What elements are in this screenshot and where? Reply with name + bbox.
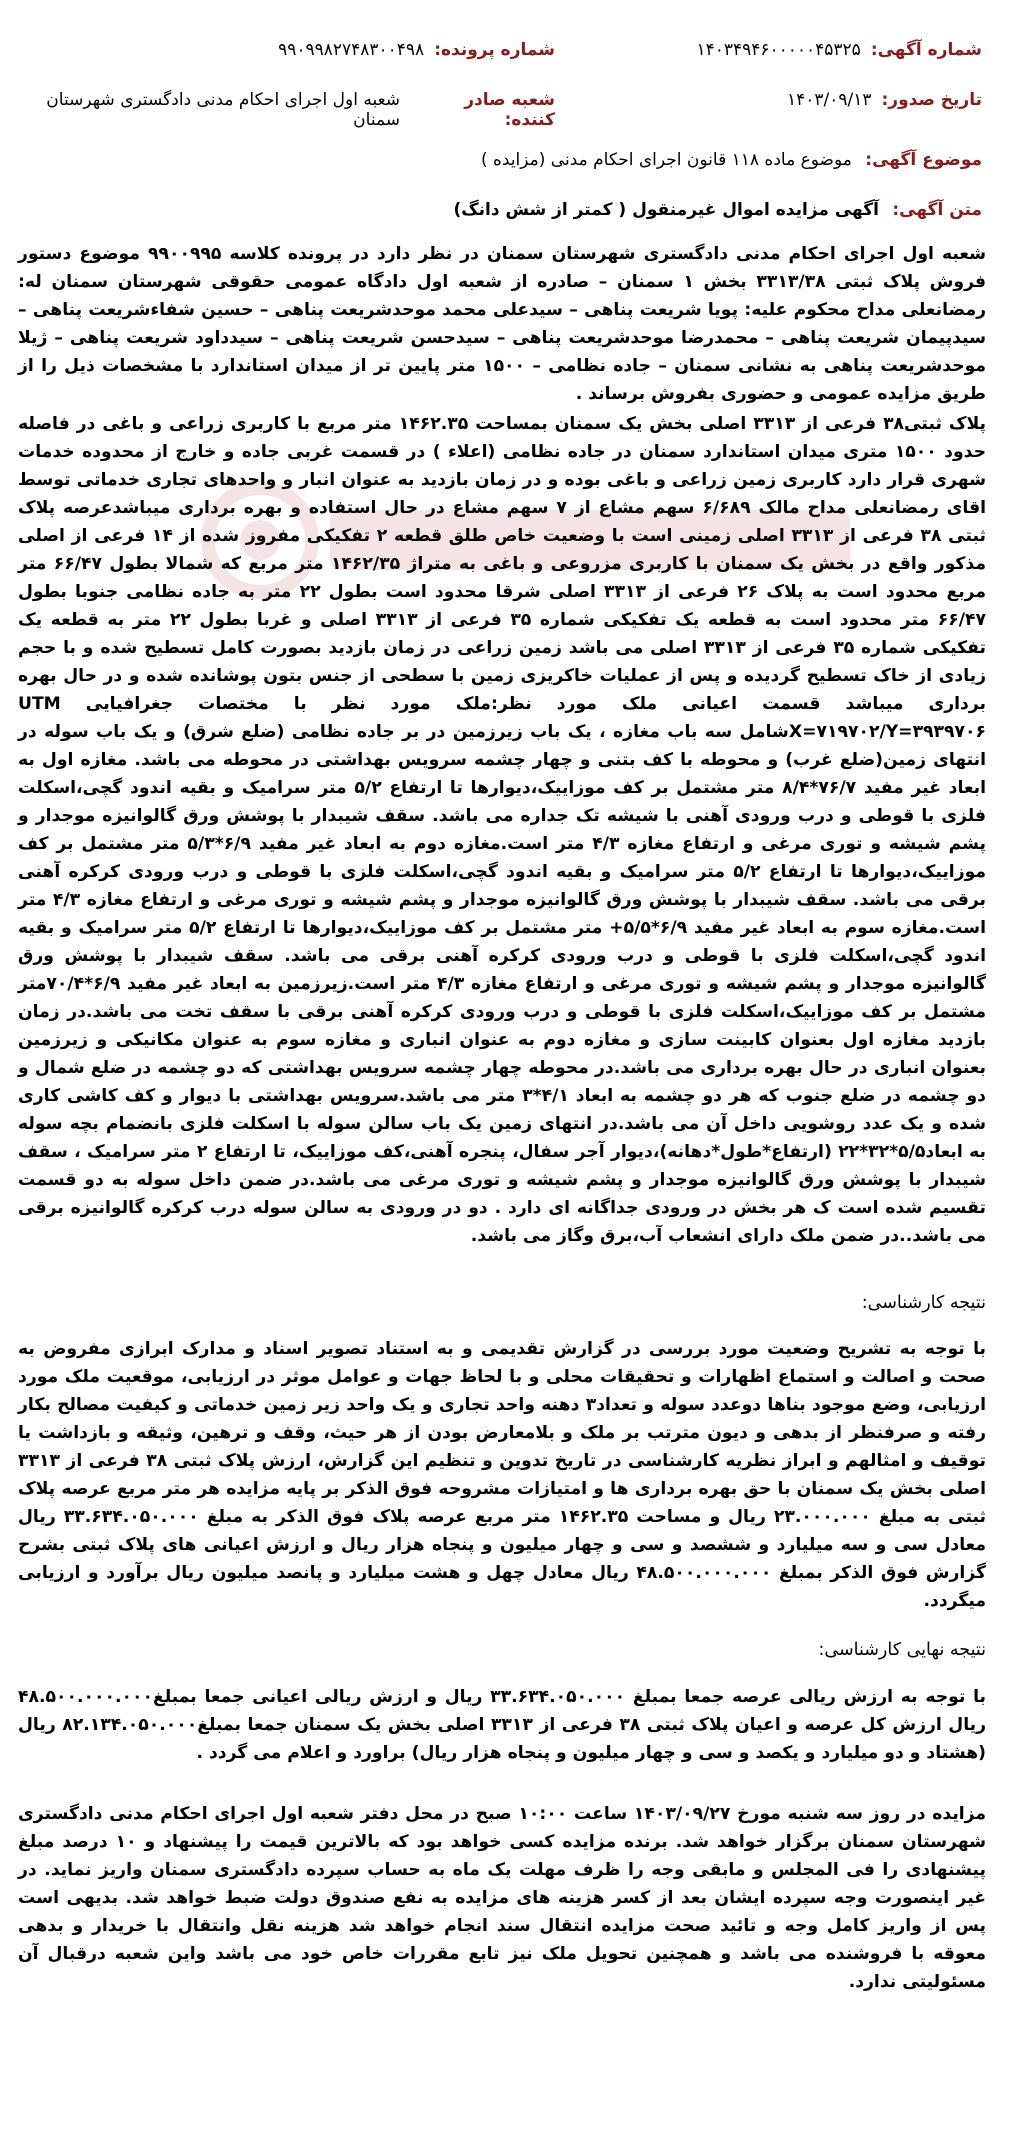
ad-text — [28, 200, 982, 220]
file-number-value: ۹۹۰۹۹۸۲۷۴۸۳۰۰۴۹۸ — [278, 40, 425, 60]
issue-date-value: ۱۴۰۳/۰۹/۱۳ — [786, 90, 872, 110]
issue-date — [787, 90, 982, 110]
ad-subject-label: موضوع آگهی: — [865, 150, 982, 170]
issuer — [0, 90, 555, 130]
ad-subject — [28, 150, 982, 170]
final-result-text: با توجه به ارزش ریالی عرصه جمعا بمبلغ ۳۳.۶۳۴.۰۵۰.۰۰۰ ریال و ارزش ریالی اعیانی جمعا بمبلغ۴۸.۵۰۰.۰۰۰.۰۰۰ ریال ارزش کل عرصه و اعیان پلاک ثبتی ۳۸ فرعی از ۳۳۱۳ اصلی بخش یک سمنان جمعا بمبلغ۸۲.۱۳۴.۰۵۰.۰۰۰ ریال (هشتاد و دو میلیارد و یکصد و سی و چهار میلیون و پنجاه هزار ریال) براورد و اعلام می گردد . — [18, 1687, 987, 1763]
expert-result-heading: نتیجه کارشناسی: — [861, 1293, 986, 1313]
ad-text-value: آگهی مزایده اموال غیرمنقول ( کمتر از شش دانگ) — [453, 200, 879, 220]
ad-number-label: شماره آگهی: — [870, 40, 982, 60]
issuer-label: شعبه صادر کننده: — [464, 90, 555, 130]
file-number — [278, 40, 555, 60]
issuer-value: شعبه اول اجرای احکام مدنی دادگستری شهرستان سمنان — [46, 90, 401, 130]
ad-number — [696, 40, 982, 60]
ad-text-label: متن آگهی: — [892, 200, 982, 220]
file-number-label: شماره پرونده: — [434, 40, 555, 60]
ad-subject-value: موضوع ماده ۱۱۸ قانون اجرای احکام مدنی (مزایده ) — [480, 150, 852, 170]
auction-details: مزایده در روز سه شنبه مورخ ۱۴۰۳/۰۹/۲۷ ساعت ۱۰:۰۰ صبح در محل دفتر شعبه اول اجرای احکام مدنی دادگستری شهرستان سمنان برگزار خواهد شد. برنده مزایده کسی خواهد بود که بالاترین قیمت را پیشنهاد و ۱۰ درصد مبلغ پیشنهادی را فی المجلس و مابقی وجه را ظرف مهلت یک ماه به حساب سپرده دادگستری سمنان واریز نماید. در غیر اینصورت وجه سپرده ایشان بعد از کسر هزینه های مزایده به نفع صندوق دولت ضبط خواهد شد. بدیهی است پس از واریز کامل وجه و تائید صحت مزایده انتقال سند انجام خواهد شد هزینه نقل وانتقال با خریدار و بدهی معوقه با فروشنده می باشد و همچنین تحویل ملک نیز تابع مقررات خاص خود می باشد واین شعبه درقبال آن مسئولیتی ندارد. — [18, 1804, 986, 1992]
ad-number-value: ۱۴۰۳۴۹۴۶۰۰۰۰۰۴۵۳۲۵ — [696, 40, 861, 60]
intro-paragraph: شعبه اول اجرای احکام مدنی دادگستری شهرستان سمنان در نظر دارد در پرونده کلاسه ۹۹۰۰۹۹۵ موضوع دستور فروش پلاک ثبتی ۳۳۱۳/۳۸ بخش ۱ سمنان – صادره از شعبه اول دادگاه عمومی حقوقی شهرستان سمنان له: رمضانعلی مداح محکوم علیه: پویا شریعت پناهی – سیدعلی محمد موحدشریعت پناهی – حسین شفاءشریعت پناهی – سیدپیمان شریعت پناهی – محمدرضا موحدشریعت پناهی – سیدحسن شریعت پناهی – سیدداود شریعت پناهی – ژیلا موحدشریعت پناهی به نشانی سمنان – جاده نظامی – ۱۵۰۰ متر پایین تر از میدان استاندارد با مشخصات ذیل را از طریق مزایده عمومی و حضوری بفروش برساند . — [18, 244, 987, 404]
expert-result-text: با توجه به تشریح وضعیت مورد بررسی در گزارش تقدیمی و به استناد تصویر اسناد و مدارک ابرازی مفروض به صحت و اصالت و استماع اظهارات و تحقیقات محلی و با لحاظ جهات و عوامل موثر در ارزیابی، موقعیت ملک مورد ارزیابی، وضع موجود بناها دوعدد سوله و تعداد۳ دهنه واحد تجاری و یک واحد زیر زمین خدماتی و کیفیت مصالح بکار رفته و صرفنظر از بدهی و دیون مترتب بر ملک و بلامعارض بودن از هر حیث، وقف و ترهین، وثیقه و بازداشت یا توقیف و امثالهم و ابراز نظریه کارشناسی در تاریخ تدوین و تنظیم این گزارش، ارزش پلاک ثبتی ۳۸ فرعی از ۳۳۱۳ اصلی بخش یک سمنان با حق بهره برداری ها و امتیازات مشروحه فوق الذکر بر پایه مزایده هر متر مربع عرصه پلاک ثبتی به مبلغ ۲۳.۰۰۰.۰۰۰ ریال و مساحت ۱۴۶۲.۳۵ متر مربع عرصه پلاک فوق الذکر به مبلغ ۳۳.۶۳۴.۰۵۰.۰۰۰ ریال معادل سی و سه میلیارد و ششصد و سی و چهار میلیون و پنجاه هزار ریال و ارزش اعیانی های پلاک ثبتی بشرح گزارش فوق الذکر بمبلغ ۴۸.۵۰۰.۰۰۰.۰۰۰ ریال معادل چهل و هشت میلیارد و پانصد میلیون ریال برآورد و ارزیابی میگردد. — [18, 1339, 986, 1611]
property-description: پلاک ثبتی۳۸ فرعی از ۳۳۱۳ اصلی بخش یک سمنان بمساحت ۱۴۶۲.۳۵ متر مربع با کاربری زراعی و باغی در فاصله حدود ۱۵۰۰ متری میدان استاندارد سمنان در جاده نظامی (اعلاء ) در قسمت غربی جاده و خارج از محدوده خدمات شهری قرار دارد کاربری زمین زراعی و باغی بوده و در زمان بازدید به عنوان انبار و واحدهای تجاری خدماتی توسط اقای رمضانعلی مداح مالک ۶/۶۸۹ سهم مشاع از ۷ سهم مشاع در حال استفاده و بهره برداری میباشدعرصه پلاک ثبتی ۳۸ فرعی از ۳۳۱۳ اصلی زمینی است با وضعیت خاص طلق قطعه ۲ تفکیکی مفروز شده از ۱۴ فرعی از اصلی مذکور واقع در بخش یک سمنان با کاربری مزروعی و باغی به متراژ ۱۴۶۲/۳۵ متر مربع که شمالا بطول ۶۶/۴۷ متر مربع محدود است به پلاک ۲۶ فرعی از ۳۳۱۳ اصلی شرقا محدود است بطول ۲۲ متر به جاده نظامی جنوبا بطول ۶۶/۴۷ متر محدود است به قطعه یک تفکیکی شماره ۳۵ فرعی از ۳۳۱۳ اصلی و غربا بطول ۲۲ متر به قطعه یک تفکیکی شماره ۳۵ فرعی از ۳۳۱۳ اصلی می باشد زمین زراعی در زمان بازدید بصورت کامل تسطیح شده و با حجم زیادی از خاک تسطیح گردیده و پس از عملیات خاکریزی زمین با سطحی از جنس بتون پوشانده شده و در حال بهره برداری میباشد قسمت اعیانی ملک مورد نظر:ملک مورد نظر با مختصات جغرافیایی UTM X=۷۱۹۷۰۲/Y=۳۹۳۹۷۰۶شامل سه باب مغازه ، یک باب زیرزمین در بر جاده نظامی (ضلع شرق) و یک باب سوله در انتهای زمین(ضلع غرب) و محوطه با کف بتنی و چهار چشمه سرویس بهداشتی در محوطه می باشد. مغازه اول به ابعاد غیر مفید ۷۶/۷*۸/۴ متر مشتمل بر کف موزاییک،دیوارها تا ارتفاع ۵/۲ متر سرامیک و بقیه اندود گچی،اسکلت فلزی با قوطی و درب ورودی آهنی با شیشه تک جداره می باشد. سقف شیبدار با پوشش ورق گالوانیزه موجدار و پشم شیشه و توری مرغی و ارتفاع مغازه ۴/۳ متر است.مغازه دوم به ابعاد غیر مفید ۶/۹*۵/۳ متر مشتمل بر کف موزاییک،دیوارها تا ارتفاع ۵/۲ متر سرامیک و بقیه اندود گچی،اسکلت فلزی با قوطی و درب ورودی کرکره آهنی برقی می باشد. سقف شیبدار با پوشش ورق گالوانیزه موجدار و پشم شیشه و توری مرغی و ارتفاع مغازه ۴/۳ متر است.مغازه سوم به ابعاد غیر مفید ۶/۹*۵/۵+ متر مشتمل بر کف موزاییک،دیوارها تا ارتفاع ۵/۲ متر سرامیک و بقیه اندود گچی،اسکلت فلزی با قوطی و درب ورودی کرکره آهنی برقی می باشد. سقف شیبدار با پوشش ورق گالوانیزه موجدار و پشم شیشه و توری مرغی و ارتفاع مغازه ۴/۳ متر است.زیرزمین به ابعاد غیر مفید ۶/۹*۷۰/۴متر مشتمل بر کف موزاییک،اسکلت فلزی با قوطی و درب ورودی کرکره آهنی برقی با سقف تخت می باشد.در زمان بازدید مغازه اول بعنوان کابینت سازی و مغازه دوم به عنوان انباری و مغازه سوم به عنوان مکانیکی و زیرزمین بعنوان انباری در حال بهره برداری می باشد.در محوطه چهار چشمه سرویس بهداشتی که دو چشمه در ضلع شمال و دو چشمه در ضلع جنوب که هر دو چشمه به ابعاد ۴/۱*۳ متر می باشد.سرویس بهداشتی با دیوار و کف کاشی کاری شده و یک عدد روشویی داخل آن می باشد.در انتهای زمین یک باب سالن سوله با اسکلت فلزی بانضمام بچه سوله به ابعاد۵/۵*۳۲*۲۲ (ارتفاع*طول*دهانه)،دیوار آجر سفال، پنجره آهنی،کف موزاییک، تا ارتفاع ۲ متر سرامیک ، سقف شیبدار با پوشش ورق گالوانیزه موجدار و پشم شیشه و توری مرغی می باشد.در ضمن داخل سوله به دو قسمت تقسیم شده است ک هر بخش در ورودی جداگانه ای دارد . دو در ورودی به سالن سوله درب کرکره گالوانیزه برقی می باشد..در ضمن ملک دارای انشعاب آب،برق وگاز می باشد. — [18, 414, 987, 1246]
issue-date-label: تاریخ صدور: — [881, 90, 982, 110]
final-result-heading: نتیجه نهایی کارشناسی: — [818, 1640, 986, 1660]
